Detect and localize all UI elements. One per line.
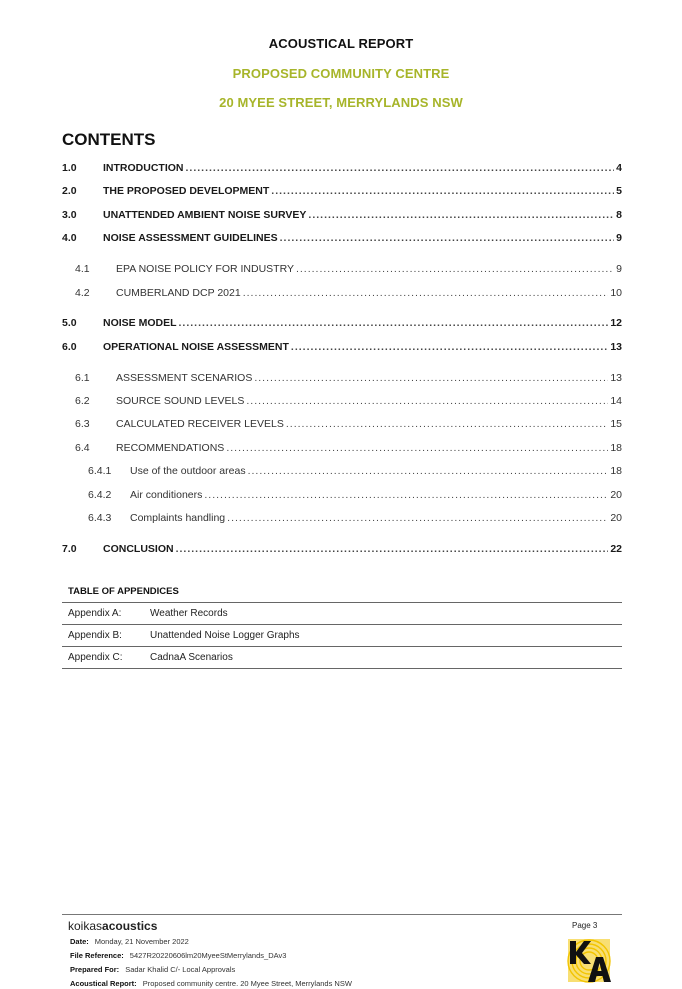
toc-title: INTRODUCTION [103, 162, 184, 174]
toc-entry[interactable] [62, 209, 622, 225]
toc-entry[interactable] [62, 317, 622, 333]
toc-leader [291, 341, 608, 353]
toc-leader [308, 209, 614, 221]
toc-page: 5 [616, 185, 622, 197]
footer-report [70, 979, 352, 988]
toc-number: 2.0 [62, 185, 77, 197]
toc-entry[interactable] [62, 418, 622, 434]
toc-entry[interactable] [62, 263, 622, 279]
toc-number: 6.1 [75, 372, 90, 384]
toc-page: 9 [616, 263, 622, 275]
toc-title: THE PROPOSED DEVELOPMENT [103, 185, 270, 197]
toc-entry[interactable] [62, 489, 622, 505]
toc-number: 6.4.2 [88, 489, 112, 501]
footer-date [70, 937, 189, 946]
toc-number: 3.0 [62, 209, 77, 221]
toc-number: 6.4 [75, 442, 90, 454]
company-logo-text [68, 919, 157, 933]
report-label: Acoustical Report: [70, 979, 137, 988]
toc-entry[interactable] [62, 442, 622, 458]
toc-leader [248, 465, 609, 477]
toc-number: 6.0 [62, 341, 77, 353]
appendix-value: Unattended Noise Logger Graphs [150, 630, 300, 641]
toc-number: 5.0 [62, 317, 77, 329]
appendix-row [62, 647, 622, 669]
footer-prepared-for [70, 965, 235, 974]
toc-entry[interactable] [62, 395, 622, 411]
toc-number: 7.0 [62, 543, 77, 555]
footer-file-reference [70, 951, 286, 960]
toc-entry[interactable] [62, 465, 622, 481]
toc-leader [204, 489, 608, 501]
toc-leader [226, 442, 608, 454]
ka-logo-icon [566, 937, 612, 984]
toc-page: 15 [610, 418, 622, 430]
toc-leader [176, 543, 609, 555]
toc-title: CALCULATED RECEIVER LEVELS [116, 418, 284, 430]
toc-entry[interactable] [62, 512, 622, 528]
file-label: File Reference: [70, 951, 124, 960]
prepared-value: Sadar Khalid C/- Local Approvals [125, 965, 236, 974]
toc-title: SOURCE SOUND LEVELS [116, 395, 245, 407]
page-number: Page 3 [572, 921, 598, 930]
toc-number: 6.4.3 [88, 512, 112, 524]
toc-page: 20 [610, 512, 622, 524]
appendix-row [62, 625, 622, 647]
appendix-value: Weather Records [150, 608, 228, 619]
toc-title: EPA NOISE POLICY FOR INDUSTRY [116, 263, 294, 275]
brand-bold: acoustics [102, 919, 158, 933]
toc-number: 4.1 [75, 263, 90, 275]
toc-leader [243, 287, 609, 299]
toc-leader [286, 418, 608, 430]
footer-divider [62, 914, 622, 915]
toc-title: Use of the outdoor areas [130, 465, 246, 477]
toc-page: 18 [610, 442, 622, 454]
report-subtitle: PROPOSED COMMUNITY CENTRE [232, 66, 450, 81]
report-title: ACOUSTICAL REPORT [268, 36, 414, 51]
appendix-key: Appendix B: [68, 630, 122, 641]
toc-title: UNATTENDED AMBIENT NOISE SURVEY [103, 209, 307, 221]
toc-title: NOISE ASSESSMENT GUIDELINES [103, 232, 278, 244]
appendix-value: CadnaA Scenarios [150, 652, 233, 663]
toc-title: ASSESSMENT SCENARIOS [116, 372, 253, 384]
toc-entry[interactable] [62, 543, 622, 559]
toc-page: 8 [616, 209, 622, 221]
toc-page: 18 [610, 465, 622, 477]
toc-title: Complaints handling [130, 512, 226, 524]
toc-title: RECOMMENDATIONS [116, 442, 225, 454]
toc-number: 4.2 [75, 287, 90, 299]
appendices-heading: TABLE OF APPENDICES [68, 586, 179, 597]
report-address: 20 MYEE STREET, MERRYLANDS NSW [219, 95, 463, 110]
report-value: Proposed community centre. 20 Myee Street, Merrylands NSW [142, 979, 352, 988]
toc-number: 6.3 [75, 418, 90, 430]
toc-title: CUMBERLAND DCP 2021 [116, 287, 241, 299]
toc-leader [227, 512, 608, 524]
toc-leader [271, 185, 614, 197]
toc-number: 1.0 [62, 162, 77, 174]
toc-entry[interactable] [62, 185, 622, 201]
date-label: Date: [70, 937, 89, 946]
toc-number: 4.0 [62, 232, 77, 244]
toc-entry[interactable] [62, 232, 622, 248]
toc-leader [246, 395, 608, 407]
toc-number: 6.4.1 [88, 465, 112, 477]
appendices-table [62, 602, 622, 669]
toc-entry[interactable] [62, 372, 622, 388]
toc-page: 22 [610, 543, 622, 555]
appendix-key: Appendix C: [68, 652, 123, 663]
toc-page: 13 [610, 372, 622, 384]
toc-leader [254, 372, 608, 384]
toc-page: 12 [610, 317, 622, 329]
toc-page: 4 [616, 162, 622, 174]
appendix-row [62, 603, 622, 625]
file-value: 5427R20220606lm20MyeeStMerrylands_DAv3 [129, 951, 287, 960]
toc-title: NOISE MODEL [103, 317, 177, 329]
toc-leader [280, 232, 615, 244]
toc-page: 14 [610, 395, 622, 407]
toc-page: 9 [616, 232, 622, 244]
toc-leader [179, 317, 609, 329]
toc-title: OPERATIONAL NOISE ASSESSMENT [103, 341, 289, 353]
toc-page: 10 [610, 287, 622, 299]
toc-entry[interactable] [62, 162, 622, 178]
toc-leader [186, 162, 615, 174]
toc-page: 20 [610, 489, 622, 501]
brand-light: koikas [68, 919, 103, 933]
toc-leader [296, 263, 614, 275]
toc-entry[interactable] [62, 341, 622, 357]
toc-page: 13 [610, 341, 622, 353]
date-value: Monday, 21 November 2022 [94, 937, 189, 946]
toc-number: 6.2 [75, 395, 90, 407]
contents-heading: CONTENTS [62, 130, 156, 149]
toc-entry[interactable] [62, 287, 622, 303]
toc-title: CONCLUSION [103, 543, 174, 555]
toc-title: Air conditioners [130, 489, 203, 501]
prepared-label: Prepared For: [70, 965, 120, 974]
appendix-key: Appendix A: [68, 608, 122, 619]
